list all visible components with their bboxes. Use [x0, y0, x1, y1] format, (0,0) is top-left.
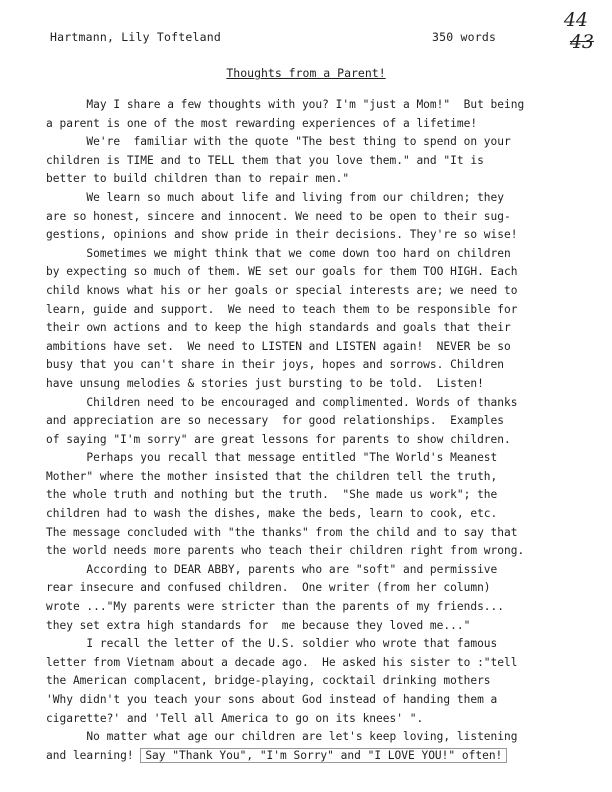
text-line: 'Why didn't you teach your sons about God instead of handing them a: [46, 693, 498, 706]
text-line: ambitions have set. We need to LISTEN and LISTEN again! NEVER be so: [46, 339, 511, 353]
document-body: [46, 96, 586, 765]
text-line: rear insecure and confused children. One writer (from her column): [46, 581, 491, 595]
text-line: learn, guide and support. We need to teach them to be responsible for: [46, 302, 518, 316]
text-line: better to build children than to repair men.": [46, 172, 350, 186]
text-line: children is TIME and to TELL them that you love them." and "It is: [46, 153, 484, 167]
text-line: gestions, opinions and show pride in their decisions. They're so wise!: [46, 228, 518, 242]
text-line: busy that you can't share in their joys, hopes and sorrows. Children: [46, 358, 505, 372]
text-line: We learn so much about life and living from our children; they: [46, 190, 505, 204]
word-count: 350 words: [432, 30, 497, 44]
text-line: children had to wash the dishes, make the beds, learn to cook, etc.: [46, 507, 498, 521]
text-line: by expecting so much of them. WE set our goals for them TOO HIGH. Each: [46, 265, 518, 279]
text-line: the whole truth and nothing but the truth. "She made us work"; the: [46, 488, 498, 502]
last-line-start: and learning!: [46, 748, 134, 762]
text-line: child knows what his or her goals or special interests are; we need to: [46, 283, 518, 297]
text-line: letter from Vietnam about a decade ago. He asked his sister to :"tell: [46, 655, 518, 669]
text-line: the world needs more parents who teach their children right from wrong.: [46, 544, 525, 558]
text-line: May I share a few thoughts with you? I'm "just a Mom!" But being: [46, 98, 525, 111]
text-line: and appreciation are so necessary for good relationships. Examples: [46, 414, 505, 428]
text-line: No matter what age our children are let's keep loving, listening: [46, 730, 518, 744]
last-text-line: [46, 747, 586, 766]
text-line: of saying "I'm sorry" are great lessons for parents to show children.: [46, 432, 511, 446]
text-line: have unsung melodies & stories just bursting to be told. Listen!: [46, 376, 484, 390]
text-line: they set extra high standards for me because they loved me...": [46, 618, 471, 632]
boxed-closing-phrase: Say "Thank You", "I'm Sorry" and "I LOVE YOU!" often!: [140, 748, 507, 763]
text-line: are so honest, sincere and innocent. We need to be open to their sug-: [46, 209, 511, 223]
text-line: a parent is one of the most rewarding experiences of a lifetime!: [46, 116, 478, 130]
text-line: wrote ..."My parents were stricter than the parents of my friends...: [46, 600, 505, 614]
text-line: Sometimes we might think that we come down too hard on children: [46, 246, 511, 260]
text-line: Mother" where the mother insisted that the children tell the truth,: [46, 469, 498, 483]
text-line: Perhaps you recall that message entitled "The World's Meanest: [46, 451, 498, 465]
text-line: the American complacent, bridge-playing, cocktail drinking mothers: [46, 674, 491, 688]
author-name: Hartmann, Lily Tofteland: [50, 30, 221, 44]
document-title: Thoughts from a Parent!: [226, 66, 386, 80]
text-line: Children need to be encouraged and complimented. Words of thanks: [46, 395, 518, 409]
text-line: According to DEAR ABBY, parents who are "soft" and permissive: [46, 562, 498, 576]
text-line: We're familiar with the quote "The best thing to spend on your: [46, 135, 511, 149]
text-line: The message concluded with "the thanks" from the child and to say that: [46, 525, 518, 539]
text-line: their own actions and to keep the high standards and goals that their: [46, 321, 511, 335]
text-line: cigarette?' and 'Tell all America to go on its knees' ".: [46, 711, 424, 725]
text-line: I recall the letter of the U.S. soldier who wrote that famous: [46, 637, 498, 651]
handwritten-number-top: 44: [563, 9, 588, 31]
handwritten-number-bottom: 43: [569, 31, 594, 53]
